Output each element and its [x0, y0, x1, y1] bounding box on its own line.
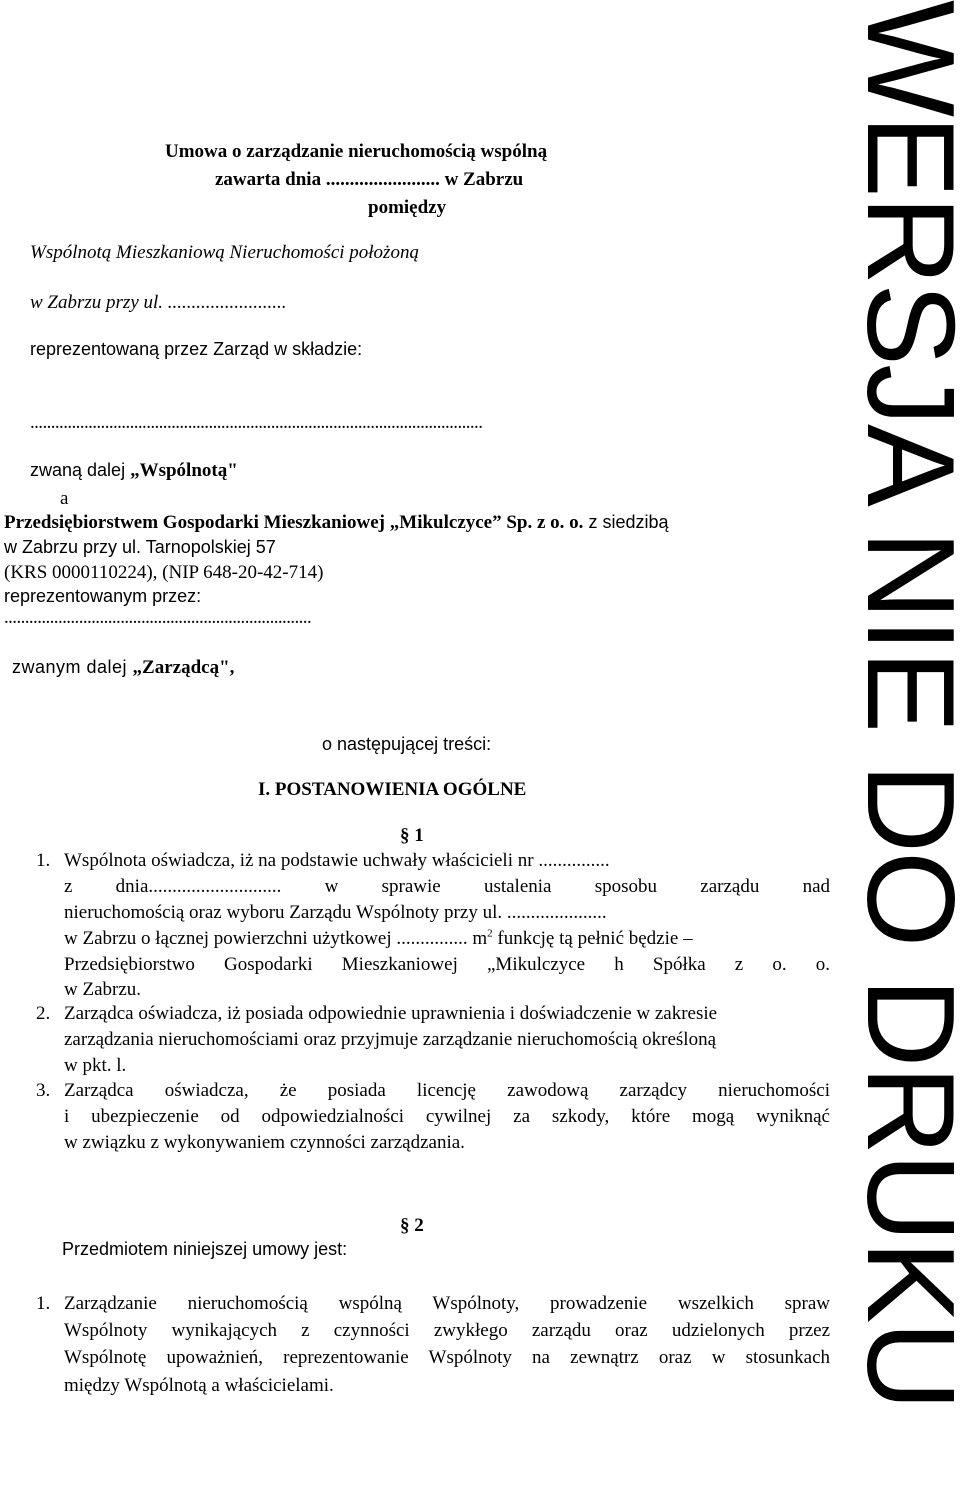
- following-content-label: o następującej treści:: [322, 734, 492, 754]
- item-line-area-start: w Zabrzu o łącznej powierzchni użytkowej ............... m: [64, 928, 488, 949]
- item-line: nieruchomością oraz wyboru Zarządu Wspólnoty przy ul. .....................: [64, 902, 607, 923]
- item-line: Przedsiębiorstwo Gospodarki Mieszkaniowej „Mikulczyce h Spółka z o. o.: [64, 954, 830, 975]
- community-board-dots: .............................................................................................................: [30, 412, 483, 433]
- paragraph-mark-1: § 1: [400, 825, 424, 846]
- item-line: Wspólnotę upoważnień, reprezentowanie Wspólnoty na zewnątrz oraz w stosunkach: [64, 1347, 830, 1368]
- community-alias-name: „Wspólnotą": [130, 460, 238, 481]
- subject-intro: Przedmiotem niniejszej umowy jest:: [62, 1239, 348, 1259]
- item-number: 1.: [36, 1293, 51, 1314]
- community-alias: [30, 461, 238, 480]
- item-line: w związku z wykonywaniem czynności zarządzania.: [64, 1132, 465, 1153]
- between-label: pomiędzy: [368, 197, 447, 218]
- manager-alias: [12, 658, 234, 677]
- item-line-area-end: funkcję tą pełnić będzie –: [492, 928, 693, 949]
- item-line: Zarządca oświadcza, iż posiada odpowiednie uprawnienia i doświadczenie w zakresie: [64, 1003, 718, 1024]
- community-address-line: w Zabrzu przy ul. .........................: [30, 292, 287, 313]
- manager-company-name: Przedsiębiorstwem Gospodarki Mieszkaniowej „Mikulczyce” Sp. z o. o.: [4, 512, 584, 533]
- item-line: Zarządzanie nieruchomością wspólną Wspólnoty, prowadzenie wszelkich spraw: [64, 1293, 830, 1314]
- manager-representation: reprezentowanym przez:: [4, 586, 202, 606]
- item-number: 1.: [36, 850, 51, 871]
- manager-name-line: [4, 513, 668, 532]
- item-line: w pkt. l.: [64, 1055, 127, 1076]
- paragraph-mark-2: § 2: [400, 1215, 424, 1236]
- manager-alias-prefix: zwanym dalej: [12, 657, 133, 677]
- and-label: a: [60, 488, 69, 509]
- section-heading-general: I. POSTANOWIENIA OGÓLNE: [258, 779, 527, 800]
- item-number: 3.: [36, 1080, 51, 1101]
- item-line: między Wspólnotą a właścicielami.: [64, 1375, 334, 1396]
- manager-registry: (KRS 0000110224), (NIP 648-20-42-714): [4, 562, 324, 583]
- manager-seat: z siedzibą: [583, 512, 669, 532]
- item-line-area: [64, 929, 693, 948]
- item-line: Zarządca oświadcza, że posiada licencję zawodową zarządcy nieruchomości: [64, 1080, 830, 1101]
- item-line: Wspólnota oświadcza, iż na podstawie uchwały właścicieli nr ...............: [64, 850, 610, 871]
- document-title: Umowa o zarządzanie nieruchomością wspólną: [165, 141, 548, 162]
- item-number: 2.: [36, 1003, 51, 1024]
- item-line: z dnia............................ w sprawie ustalenia sposobu zarządu nad: [64, 876, 830, 897]
- area-unit-superscript: 2: [487, 927, 493, 940]
- watermark-strip: [841, 0, 979, 1489]
- item-line: zarządzania nieruchomościami oraz przyjmuje zarządzanie nieruchomością określoną: [64, 1029, 717, 1050]
- item-line: i ubezpieczenie od odpowiedzialności cywilnej za szkody, które mogą wyniknąć: [64, 1106, 830, 1127]
- contract-date-line: zawarta dnia ........................ w Zabrzu: [215, 169, 524, 190]
- item-line: w Zabrzu.: [64, 979, 142, 1000]
- watermark-text: WERSJA NIE DO DRUKU: [841, 0, 979, 1409]
- manager-representative-dots: ..........................................................................: [4, 607, 312, 628]
- community-alias-prefix: zwaną dalej: [30, 460, 131, 480]
- item-line: Wspólnoty wynikających z czynności zwykłego zarządu oraz udzielonych przez: [64, 1320, 830, 1341]
- manager-address: w Zabrzu przy ul. Tarnopolskiej 57: [4, 537, 276, 557]
- manager-alias-name: „Zarządcą",: [132, 657, 235, 678]
- community-name-line: Wspólnotą Mieszkaniową Nieruchomości położoną: [30, 242, 419, 263]
- community-representation: reprezentowaną przez Zarząd w składzie:: [30, 339, 363, 359]
